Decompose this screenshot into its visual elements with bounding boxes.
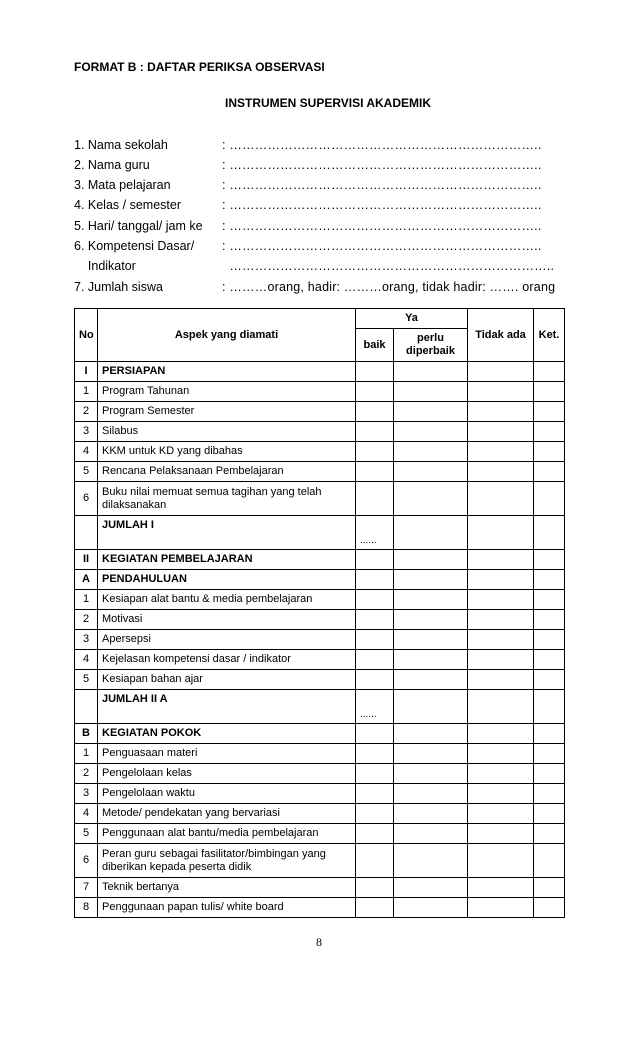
- table-row: [75, 690, 565, 724]
- cell-ket[interactable]: [534, 824, 565, 844]
- cell-baik[interactable]: [356, 784, 394, 804]
- cell-ket[interactable]: [534, 630, 565, 650]
- field-value[interactable]: : ………………………………………………………………..: [222, 239, 542, 253]
- row-aspek: Apersepsi: [98, 630, 356, 650]
- table-row: [75, 402, 565, 422]
- cell-baik[interactable]: [356, 482, 394, 516]
- field-value[interactable]: : ………………………………………………………………..: [222, 198, 542, 212]
- cell-baik[interactable]: [356, 610, 394, 630]
- field-label: 7. Jumlah siswa: [74, 280, 163, 294]
- cell-perlu-diperbaik[interactable]: [394, 744, 468, 764]
- cell-perlu-diperbaik[interactable]: [394, 610, 468, 630]
- cell-ket[interactable]: [534, 670, 565, 690]
- row-number: 5: [75, 462, 98, 482]
- table-row: [75, 362, 565, 382]
- instrument-title: INSTRUMEN SUPERVISI AKADEMIK: [224, 96, 432, 110]
- table-row: [75, 744, 565, 764]
- field-label: Indikator: [74, 259, 136, 273]
- cell-baik[interactable]: ......: [356, 516, 394, 550]
- cell-perlu-diperbaik[interactable]: [394, 804, 468, 824]
- cell-ket[interactable]: [534, 402, 565, 422]
- cell-perlu-diperbaik[interactable]: [394, 550, 468, 570]
- field-label: 3. Mata pelajaran: [74, 178, 171, 192]
- row-number: 1: [75, 590, 98, 610]
- cell-perlu-diperbaik[interactable]: [394, 442, 468, 462]
- field-label: 1. Nama sekolah: [74, 138, 168, 152]
- cell-baik[interactable]: [356, 804, 394, 824]
- cell-perlu-diperbaik[interactable]: [394, 422, 468, 442]
- field-label: 2. Nama guru: [74, 158, 150, 172]
- table-row: [75, 898, 565, 918]
- cell-tidak-ada[interactable]: [468, 670, 534, 690]
- cell-ket[interactable]: [534, 650, 565, 670]
- table-row: [75, 764, 565, 784]
- header-ket: Ket.: [534, 309, 565, 362]
- table-row: [75, 804, 565, 824]
- cell-tidak-ada[interactable]: [468, 462, 534, 482]
- row-aspek: Program Semester: [98, 402, 356, 422]
- cell-perlu-diperbaik[interactable]: [394, 844, 468, 878]
- cell-baik[interactable]: [356, 570, 394, 590]
- table-body: [75, 362, 565, 918]
- cell-tidak-ada[interactable]: [468, 690, 534, 724]
- cell-perlu-diperbaik[interactable]: [394, 878, 468, 898]
- row-number: 3: [75, 422, 98, 442]
- cell-ket[interactable]: [534, 844, 565, 878]
- table-row: [75, 670, 565, 690]
- cell-ket[interactable]: [534, 878, 565, 898]
- row-aspek: JUMLAH I: [98, 516, 356, 550]
- row-aspek: JUMLAH II A: [98, 690, 356, 724]
- cell-tidak-ada[interactable]: [468, 878, 534, 898]
- table-row: [75, 844, 565, 878]
- cell-tidak-ada[interactable]: [468, 898, 534, 918]
- cell-perlu-diperbaik[interactable]: [394, 650, 468, 670]
- cell-ket[interactable]: [534, 362, 565, 382]
- cell-tidak-ada[interactable]: [468, 402, 534, 422]
- row-aspek: Kesiapan bahan ajar: [98, 670, 356, 690]
- table-row: [75, 724, 565, 744]
- field-value[interactable]: : ………………………………………………………………..: [222, 178, 542, 192]
- cell-baik[interactable]: [356, 898, 394, 918]
- field-value[interactable]: …………………………………………………………………..: [222, 259, 555, 273]
- cell-baik[interactable]: [356, 590, 394, 610]
- observation-table: [74, 308, 565, 918]
- row-number: 7: [75, 878, 98, 898]
- cell-baik[interactable]: [356, 878, 394, 898]
- row-aspek: PENDAHULUAN: [98, 570, 356, 590]
- table-row: [75, 590, 565, 610]
- header-aspek: Aspek yang diamati: [98, 309, 356, 362]
- row-number: [75, 516, 98, 550]
- row-aspek: Pengelolaan kelas: [98, 764, 356, 784]
- cell-ket[interactable]: [534, 610, 565, 630]
- cell-perlu-diperbaik[interactable]: [394, 670, 468, 690]
- cell-perlu-diperbaik[interactable]: [394, 482, 468, 516]
- field-value[interactable]: : ………orang, hadir: ………orang, tidak hadir: ……. orang: [222, 280, 556, 294]
- cell-ket[interactable]: [534, 570, 565, 590]
- row-aspek: Penguasaan materi: [98, 744, 356, 764]
- field-value[interactable]: : ………………………………………………………………..: [222, 158, 542, 172]
- row-number: 4: [75, 442, 98, 462]
- cell-baik[interactable]: ......: [356, 690, 394, 724]
- cell-tidak-ada[interactable]: [468, 382, 534, 402]
- row-aspek: Metode/ pendekatan yang bervariasi: [98, 804, 356, 824]
- cell-perlu-diperbaik[interactable]: [394, 630, 468, 650]
- cell-baik[interactable]: [356, 670, 394, 690]
- cell-baik[interactable]: [356, 764, 394, 784]
- cell-perlu-diperbaik[interactable]: [394, 382, 468, 402]
- format-title: FORMAT B : DAFTAR PERIKSA OBSERVASI: [74, 60, 325, 74]
- cell-tidak-ada[interactable]: [468, 422, 534, 442]
- row-number: [75, 690, 98, 724]
- cell-tidak-ada[interactable]: [468, 362, 534, 382]
- cell-baik[interactable]: [356, 744, 394, 764]
- cell-ket[interactable]: [534, 744, 565, 764]
- cell-perlu-diperbaik[interactable]: [394, 784, 468, 804]
- row-aspek: Penggunaan papan tulis/ white board: [98, 898, 356, 918]
- table-row: [75, 650, 565, 670]
- cell-tidak-ada[interactable]: [468, 590, 534, 610]
- row-number: 2: [75, 764, 98, 784]
- row-aspek: Motivasi: [98, 610, 356, 630]
- row-number: I: [75, 362, 98, 382]
- row-aspek: KKM untuk KD yang dibahas: [98, 442, 356, 462]
- field-label: 5. Hari/ tanggal/ jam ke: [74, 219, 203, 233]
- cell-tidak-ada[interactable]: [468, 516, 534, 550]
- cell-tidak-ada[interactable]: [468, 824, 534, 844]
- table-row: [75, 878, 565, 898]
- row-number: 2: [75, 610, 98, 630]
- field-value[interactable]: : ………………………………………………………………..: [222, 138, 542, 152]
- cell-ket[interactable]: [534, 516, 565, 550]
- cell-ket[interactable]: [534, 764, 565, 784]
- row-number: 8: [75, 898, 98, 918]
- header-baik: baik: [356, 329, 394, 362]
- cell-tidak-ada[interactable]: [468, 610, 534, 630]
- table-row: [75, 824, 565, 844]
- row-aspek: Penggunaan alat bantu/media pembelajaran: [98, 824, 356, 844]
- cell-baik[interactable]: [356, 402, 394, 422]
- cell-baik[interactable]: [356, 844, 394, 878]
- cell-ket[interactable]: [534, 690, 565, 724]
- cell-tidak-ada[interactable]: [468, 804, 534, 824]
- row-aspek: Kejelasan kompetensi dasar / indikator: [98, 650, 356, 670]
- row-number: 6: [75, 844, 98, 878]
- cell-ket[interactable]: [534, 422, 565, 442]
- row-aspek: Peran guru sebagai fasilitator/bimbingan yang diberikan kepada peserta didik: [98, 844, 356, 878]
- row-number: 5: [75, 824, 98, 844]
- row-number: 3: [75, 630, 98, 650]
- cell-baik[interactable]: [356, 824, 394, 844]
- cell-perlu-diperbaik[interactable]: [394, 570, 468, 590]
- field-label: 6. Kompetensi Dasar/: [74, 239, 195, 253]
- field-label: 4. Kelas / semester: [74, 198, 181, 212]
- cell-baik[interactable]: [356, 630, 394, 650]
- cell-perlu-diperbaik[interactable]: [394, 824, 468, 844]
- row-aspek: Teknik bertanya: [98, 878, 356, 898]
- cell-tidak-ada[interactable]: [468, 784, 534, 804]
- cell-ket[interactable]: [534, 550, 565, 570]
- row-number: 4: [75, 804, 98, 824]
- cell-tidak-ada[interactable]: [468, 442, 534, 462]
- row-aspek: KEGIATAN POKOK: [98, 724, 356, 744]
- row-aspek: Rencana Pelaksanaan Pembelajaran: [98, 462, 356, 482]
- header-ya: Ya: [356, 309, 468, 329]
- cell-ket[interactable]: [534, 382, 565, 402]
- row-number: 1: [75, 744, 98, 764]
- cell-perlu-diperbaik[interactable]: [394, 898, 468, 918]
- cell-ket[interactable]: [534, 784, 565, 804]
- cell-baik[interactable]: [356, 650, 394, 670]
- row-aspek: PERSIAPAN: [98, 362, 356, 382]
- header-tidak-ada: Tidak ada: [468, 309, 534, 362]
- cell-perlu-diperbaik[interactable]: [394, 724, 468, 744]
- cell-ket[interactable]: [534, 442, 565, 462]
- cell-tidak-ada[interactable]: [468, 764, 534, 784]
- table-row: [75, 462, 565, 482]
- cell-perlu-diperbaik[interactable]: [394, 362, 468, 382]
- table-row: [75, 442, 565, 462]
- cell-baik[interactable]: [356, 442, 394, 462]
- cell-tidak-ada[interactable]: [468, 650, 534, 670]
- cell-baik[interactable]: [356, 550, 394, 570]
- row-aspek: Pengelolaan waktu: [98, 784, 356, 804]
- row-aspek: Silabus: [98, 422, 356, 442]
- cell-baik[interactable]: [356, 462, 394, 482]
- row-number: 2: [75, 402, 98, 422]
- cell-tidak-ada[interactable]: [468, 844, 534, 878]
- cell-tidak-ada[interactable]: [468, 570, 534, 590]
- row-aspek: KEGIATAN PEMBELAJARAN: [98, 550, 356, 570]
- cell-perlu-diperbaik[interactable]: [394, 590, 468, 610]
- cell-perlu-diperbaik[interactable]: [394, 764, 468, 784]
- cell-ket[interactable]: [534, 724, 565, 744]
- cell-ket[interactable]: [534, 804, 565, 824]
- table-row: [75, 610, 565, 630]
- row-number: B: [75, 724, 98, 744]
- row-number: 3: [75, 784, 98, 804]
- table-row: [75, 382, 565, 402]
- row-number: II: [75, 550, 98, 570]
- row-aspek: Program Tahunan: [98, 382, 356, 402]
- row-aspek: Kesiapan alat bantu & media pembelajaran: [98, 590, 356, 610]
- table-row: [75, 630, 565, 650]
- cell-baik[interactable]: [356, 382, 394, 402]
- cell-ket[interactable]: [534, 590, 565, 610]
- header-perlu-diperbaik: perlu diperbaik: [394, 329, 468, 362]
- table-row: [75, 784, 565, 804]
- cell-tidak-ada[interactable]: [468, 482, 534, 516]
- cell-tidak-ada[interactable]: [468, 744, 534, 764]
- table-row: [75, 482, 565, 516]
- cell-ket[interactable]: [534, 898, 565, 918]
- table-row: [75, 550, 565, 570]
- cell-ket[interactable]: [534, 462, 565, 482]
- table-row: [75, 516, 565, 550]
- row-number: A: [75, 570, 98, 590]
- cell-perlu-diperbaik[interactable]: [394, 516, 468, 550]
- row-number: 5: [75, 670, 98, 690]
- row-aspek: Buku nilai memuat semua tagihan yang telah dilaksanakan: [98, 482, 356, 516]
- cell-perlu-diperbaik[interactable]: [394, 462, 468, 482]
- header-no: No: [75, 309, 98, 362]
- cell-baik[interactable]: [356, 362, 394, 382]
- table-row: [75, 422, 565, 442]
- cell-baik[interactable]: [356, 422, 394, 442]
- cell-tidak-ada[interactable]: [468, 630, 534, 650]
- row-number: 6: [75, 482, 98, 516]
- row-number: 1: [75, 382, 98, 402]
- table-row: [75, 570, 565, 590]
- page-number: 8: [316, 935, 322, 949]
- cell-tidak-ada[interactable]: [468, 724, 534, 744]
- cell-perlu-diperbaik[interactable]: [394, 402, 468, 422]
- cell-tidak-ada[interactable]: [468, 550, 534, 570]
- field-value[interactable]: : ………………………………………………………………..: [222, 219, 542, 233]
- cell-perlu-diperbaik[interactable]: [394, 690, 468, 724]
- cell-baik[interactable]: [356, 724, 394, 744]
- row-number: 4: [75, 650, 98, 670]
- cell-ket[interactable]: [534, 482, 565, 516]
